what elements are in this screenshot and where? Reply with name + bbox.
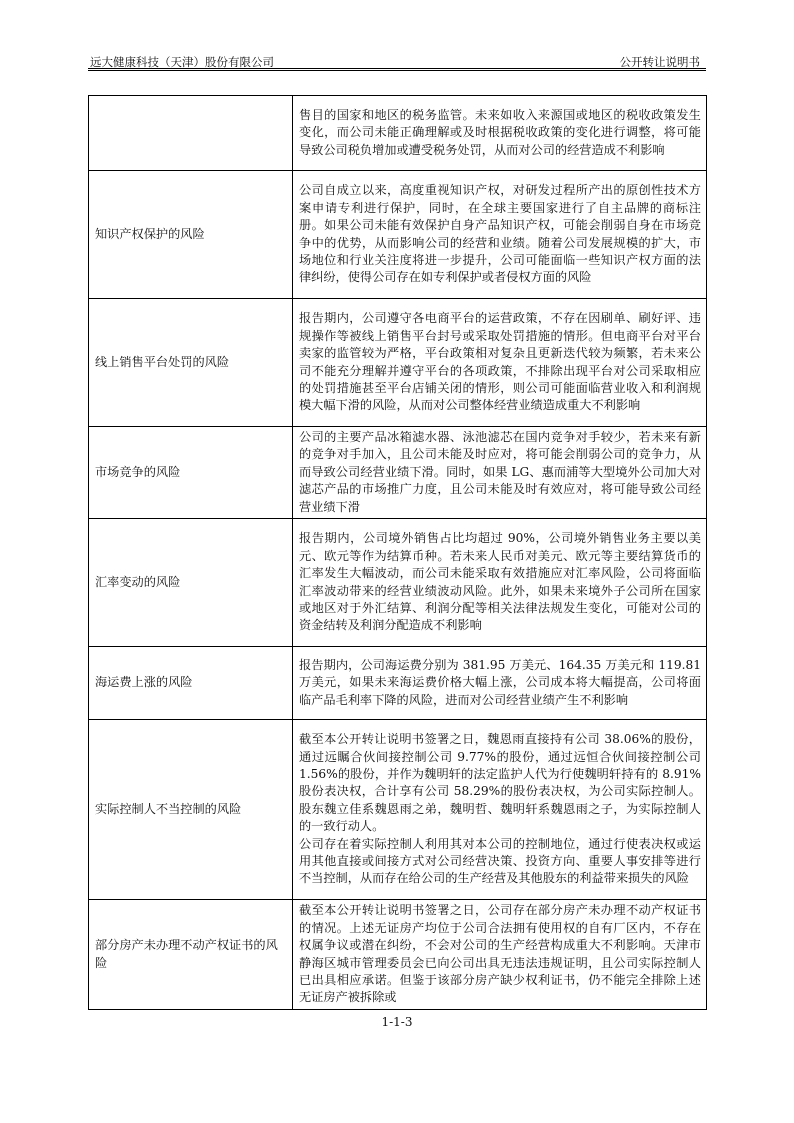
risk-description-cell [293, 720, 707, 900]
table-row [89, 171, 707, 299]
table-row [89, 299, 707, 427]
risk-description-cell [293, 96, 707, 171]
company-name: 远大健康科技（天津）股份有限公司 [90, 55, 274, 69]
risk-description: 报告期内，公司遵守各电商平台的运营政策，不存在因刷单、刷好评、违规操作等被线上销售平台封号或采取处罚措施的情形。但电商平台对平台卖家的监管较为严格，平台政策相对复杂且更新迭代较为频繁，若未来公司不能充分理解并遵守平台的各项政策，不排除出现平台对公司采取相应的处罚措施甚至平台店铺关闭的情形，则公司可能面临营业收入和利润规模大幅下滑的风险，从而对公司整体经营业绩造成重大不利影响 [299, 311, 701, 413]
document-title: 公开转让说明书 [619, 55, 700, 69]
table-row [89, 647, 707, 720]
risk-name-cell: 实际控制人不当控制的风险 [89, 720, 293, 900]
risk-name-cell: 线上销售平台处罚的风险 [89, 299, 293, 427]
table-row [89, 427, 707, 519]
page-number: 1-1-3 [381, 1015, 413, 1029]
risk-name-cell: 海运费上涨的风险 [89, 647, 293, 720]
table-row [89, 900, 707, 1010]
table-row [89, 720, 707, 900]
risk-description: 公司存在着实际控制人利用其对本公司的控制地位，通过行使表决权或运用其他直接或间接方式对公司经营决策、投资方向、重要人事安排等进行不当控制，从而存在给公司的生产经营及其他股东的利益带来损失的风险 [299, 836, 701, 886]
risk-name-cell [89, 96, 293, 171]
risk-description: 售目的国家和地区的税务监管。未来如收入来源国或地区的税收政策发生变化，而公司未能正确理解或及时根据税收政策的变化进行调整，将可能导致公司税负增加或遭受税务处罚，从而对公司的经营造成不利影响 [299, 107, 701, 157]
risk-name-cell: 汇率变动的风险 [89, 519, 293, 647]
risk-description-cell [293, 299, 707, 427]
risk-description: 截至本公开转让说明书签署之日，魏恩雨直接持有公司 38.06%的股份，通过远瞩合伙间接控制公司 9.77%的股份，通过远恒合伙间接控制公司 1.56%的股份，并作为魏明轩的法定监护人代为行使魏明轩持有的 8.91%股份表决权，合计享有公司 58.29%的股份表决权，为公司实际控制人。股东魏立佳系魏恩雨之弟，魏明哲、魏明轩系魏恩雨之子，为实际控制人的一致行动人。 [299, 732, 701, 834]
risk-factor-table [88, 95, 707, 1010]
risk-description-cell [293, 647, 707, 720]
page-header [88, 50, 706, 69]
risk-description-cell [293, 519, 707, 647]
risk-description: 报告期内，公司海运费分别为 381.95 万美元、164.35 万美元和 119.81 万美元，如果未来海运费价格大幅上涨，公司成本将大幅提高，公司将面临产品毛利率下降的风险，进而对公司经营业绩产生不利影响 [299, 657, 701, 707]
risk-description: 报告期内，公司境外销售占比均超过 90%，公司境外销售业务主要以美元、欧元等作为结算币种。若未来人民币对美元、欧元等主要结算货币的汇率发生大幅波动，而公司未能采取有效措施应对汇率风险，公司将面临汇率波动带来的经营业绩波动风险。此外，如果未来境外子公司所在国家或地区对于外汇结算、利润分配等相关法律法规发生变化，可能对公司的资金结转及利润分配造成不利影响 [299, 531, 701, 633]
header-rule [88, 70, 706, 71]
risk-description-cell [293, 900, 707, 1010]
risk-description: 截至本公开转让说明书签署之日，公司存在部分房产未办理不动产权证书的情况。上述无证房产均位于公司合法拥有使用权的自有厂区内，不存在权属争议或潜在纠纷，不会对公司的生产经营构成重大不利影响。天津市静海区城市管理委员会已向公司出具无违法违规证明，且公司实际控制人已出具相应承诺。但鉴于该部分房产缺少权利证书，仍不能完全排除上述无证房产被拆除或 [299, 903, 701, 1005]
risk-description-cell [293, 427, 707, 519]
table-row [89, 519, 707, 647]
risk-description: 公司的主要产品冰箱滤水器、泳池滤芯在国内竞争对手较少，若未来有新的竞争对手加入，且公司未能及时应对，将可能会削弱公司的竞争力，从而导致公司经营业绩下滑。同时，如果 LG、惠而浦等大型境外公司加大对滤芯产品的市场推广力度，且公司未能及时有效应对，将可能导致公司经营业绩下滑 [299, 429, 701, 514]
risk-name-cell: 市场竞争的风险 [89, 427, 293, 519]
table-row [89, 96, 707, 171]
risk-name-cell: 知识产权保护的风险 [89, 171, 293, 299]
risk-description: 公司自成立以来，高度重视知识产权，对研发过程所产出的原创性技术方案申请专利进行保护，同时，在全球主要国家进行了自主品牌的商标注册。如果公司未能有效保护自身产品知识产权，可能会削弱自身在市场竞争中的优势，从而影响公司的经营和业绩。随着公司发展规模的扩大，市场地位和行业关注度将进一步提升，公司可能面临一些知识产权方面的法律纠纷，使得公司存在如专利保护或者侵权方面的风险 [299, 183, 701, 285]
risk-name-cell: 部分房产未办理不动产权证书的风险 [89, 900, 293, 1010]
risk-description-cell [293, 171, 707, 299]
